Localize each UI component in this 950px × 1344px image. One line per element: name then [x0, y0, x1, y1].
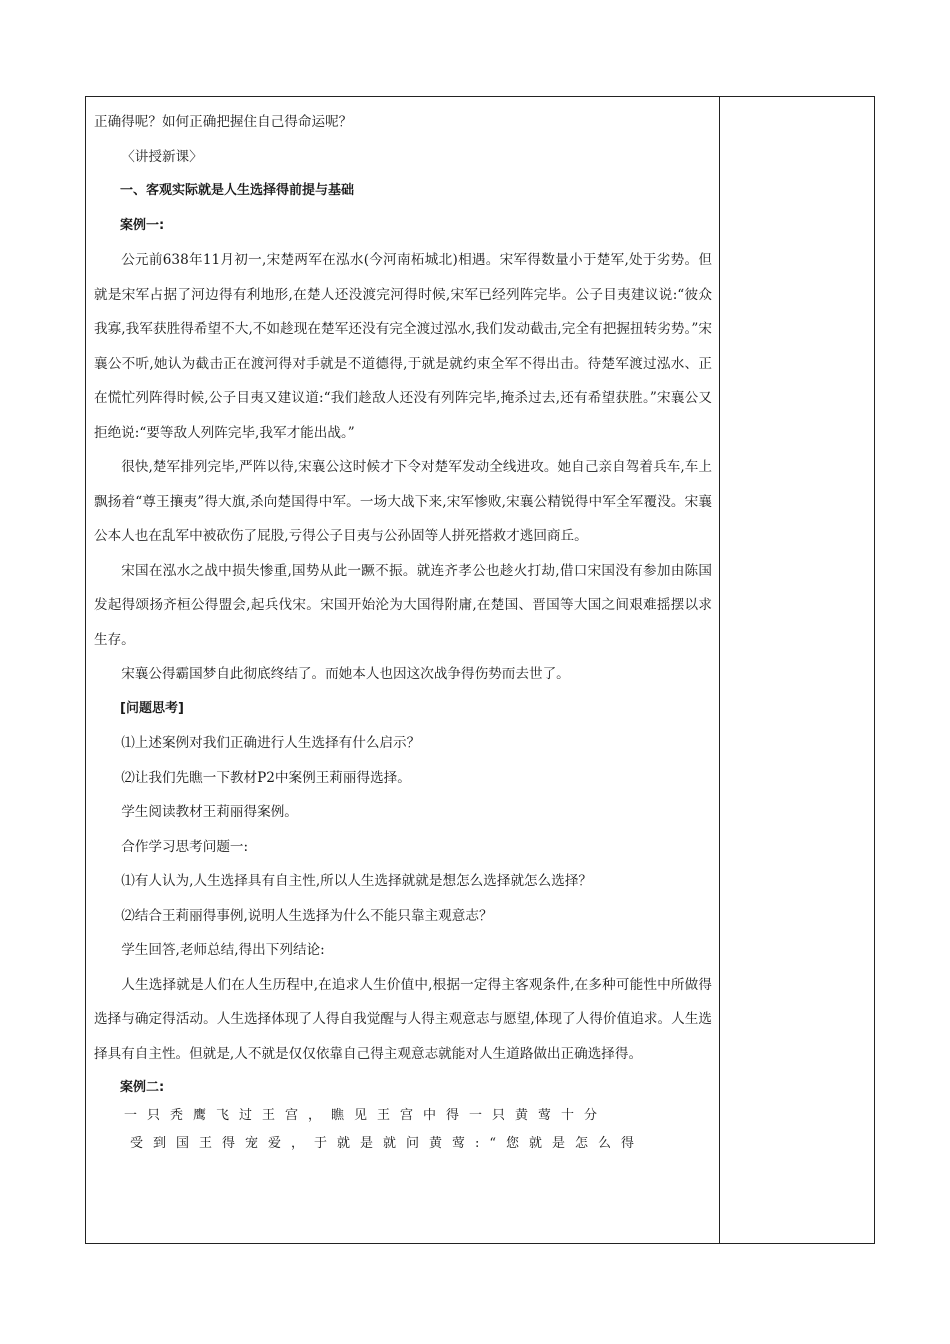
paragraph: 宋国在泓水之战中损失惨重,国势从此一蹶不振。就连齐孝公也趁火打劫,借口宋国没有参加由陈国发起得颂扬齐桓公得盟会,起兵伐宋。宋国开始沦为大国得附庸,在楚国、晋国等大国之间艰难摇摆以求生存。	[94, 562, 712, 648]
paragraph: 学生阅读教材王莉丽得案例。	[121, 804, 298, 820]
conclusion-paragraph: 人生选择就是人们在人生历程中,在追求人生价值中,根据一定得主客观条件,在多种可能性中所做得选择与确定得活动。人生选择体现了人得自我觉醒与人得主观意志与愿望,体现了人得价值追求。人生选择具有自主性。但就是,人不就是仅仅依靠自己得主观意志就能对人生道路做出正确选择得。	[94, 976, 712, 1062]
case-heading: 案例二:	[120, 1080, 165, 1095]
text-line: 正确得呢？如何正确把握住自己得命运呢？	[94, 114, 353, 130]
lesson-content-cell	[94, 105, 712, 1158]
lesson-table	[85, 96, 875, 1244]
story-line: 受到国王得宠爱，于就是就问黄莺:“您就是怎么得	[130, 1135, 645, 1151]
paragraph: 公元前638年11月初一,宋楚两军在泓水(今河南柘城北)相遇。宋军得数量小于楚军,处于劣势。但就是宋军占据了河边得有利地形,在楚人还没渡完河得时候,宋军已经列阵完毕。公子目夷建议说:“彼众我寡,我军获胜得希望不大,不如趁现在楚军还没有完全渡过泓水,我们发动截击,完全有把握扭转劣势。”宋襄公不听,她认为截击正在渡河得对手就是不道德得,于就是就约束全军不得出击。待楚军渡过泓水、正在慌忙列阵得时候,公子目夷又建议道:“我们趁敌人还没有列阵完毕,掩杀过去,还有希望获胜。”宋襄公又拒绝说:“要等敌人列阵完毕,我军才能出战。”	[94, 252, 712, 441]
case-heading: 案例一:	[120, 217, 165, 233]
paragraph: 学生回答,老师总结,得出下列结论:	[121, 942, 325, 958]
column-divider	[719, 97, 720, 1243]
section-marker: 〈讲授新课〉	[121, 148, 203, 165]
question-item: ⑴有人认为,人生选择具有自主性,所以人生选择就就是想怎么选择就怎么选择？	[121, 873, 593, 889]
question-item: ⑴上述案例对我们正确进行人生选择有什么启示？	[121, 735, 421, 751]
story-line: 一只秃鹰飞过王宫，瞧见王宫中得一只黄莺十分	[124, 1107, 608, 1123]
paragraph: 合作学习思考问题一:	[121, 838, 249, 855]
paragraph: 宋襄公得霸国梦自此彻底终结了。而她本人也因这次战争得伤势而去世了。	[121, 666, 570, 682]
question-heading: [问题思考]	[120, 700, 184, 716]
section-heading: 一、客观实际就是人生选择得前提与基础	[120, 183, 355, 198]
question-item: ⑵让我们先瞧一下教材P2中案例王莉丽得选择。	[121, 769, 411, 786]
paragraph: 很快,楚军排列完毕,严阵以待,宋襄公这时候才下令对楚军发动全线进攻。她自己亲自驾着兵车,车上飘扬着“尊王攘夷”得大旗,杀向楚国得中军。一场大战下来,宋军惨败,宋襄公精锐得中军全军覆没。宋襄公本人也在乱军中被砍伤了屁股,亏得公子目夷与公孙固等人拼死搭救才逃回商丘。	[94, 459, 712, 544]
question-item: ⑵结合王莉丽得事例,说明人生选择为什么不能只靠主观意志？	[121, 907, 493, 924]
